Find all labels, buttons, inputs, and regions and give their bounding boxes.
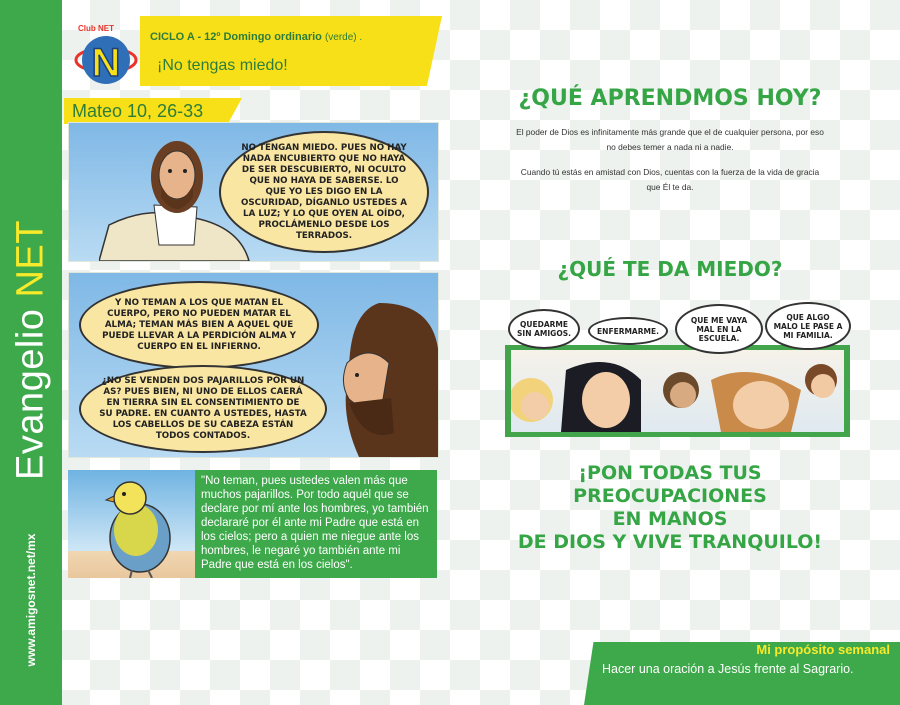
children-illustration <box>511 350 844 432</box>
sidebar-url: www.amigosnet.net/mx <box>24 533 38 667</box>
speech-bubble-2: Y NO TEMAN A LOS QUE MATAN EL CUERPO, PERO NO PUEDEN MATAR EL ALMA; TEMAN MÁS BIEN A AQUEL QUE PUEDE LLEVAR A LA PERDICIÓN ALMA Y CUERPO EN EL INFIERNO. <box>79 281 319 369</box>
fear-bubble-3: QUE ME VAYA MAL EN LA ESCUELA. <box>675 304 763 354</box>
ciclo-text: CICLO A - 12º Domingo ordinario <box>150 31 322 43</box>
sidebar-title-accent: NET <box>9 220 52 298</box>
kids-panel <box>511 350 844 432</box>
fear-title: ¿QUÉ TE DA MIEDO? <box>557 257 783 281</box>
logo-top-text: Club NET <box>78 24 114 33</box>
fear-bubble-2: ENFERMARME. <box>588 317 668 345</box>
sidebar-title <box>10 220 53 480</box>
jesus-figure-2 <box>319 303 439 457</box>
ciclo-color: (verde) . <box>324 32 363 43</box>
header-subtitle: ¡No tengas miedo! <box>157 57 288 74</box>
reading-reference: Mateo 10, 26-33 <box>72 101 204 121</box>
speech-bubble-3: ¿NO SE VENDEN DOS PAJARILLOS POR UN AS? PUES BIEN, NI UNO DE ELLOS CAERÁ EN TIERRA SIN EL CONSENTIMIENTO DE SU PADRE. EN CUANTO A USTEDES, HASTA LOS CABELLOS DE SU CABEZA ESTÁN TODOS CONTADOS. <box>79 365 327 453</box>
slogan-line-4: DE DIOS Y VIVE TRANQUILO! <box>517 531 823 553</box>
learn-paragraph-1: El poder de Dios es infinitamente más grande que el de cualquier persona, por eso no debes temer a nada ni a nadie. <box>516 127 824 152</box>
slogan-line-3: EN MANOS <box>612 508 728 530</box>
comic-panel-2 <box>68 272 439 458</box>
purpose-text: Hacer una oración a Jesús frente al Sagrario. <box>602 662 854 676</box>
purpose-heading: Mi propósito semanal <box>756 642 890 657</box>
gospel-quote: "No teman, pues ustedes valen más que muchos pajarillos. Por todo aquél que se declare por mí ante los hombres, yo también declararé por él ante mi Padre que está en los cielos; pero a quien me niegue ante los hombres, le negaré yo también ante mi Padre que está en los cielos". <box>201 475 429 571</box>
slogan-line-2: PREOCUPACIONES <box>573 485 767 507</box>
sidebar-title-main: Evangelio <box>9 308 52 480</box>
slogan <box>470 462 870 554</box>
comic-panel-1 <box>68 122 439 262</box>
logo-letter: N <box>91 41 121 85</box>
header-banner <box>140 16 442 86</box>
fear-bubble-4: QUE ALGO MALO LE PASE A MI FAMILIA. <box>765 302 851 350</box>
speech-bubble-1: NO TENGAN MIEDO. PUES NO HAY NADA ENCUBIERTO QUE NO HAYA DE SER DESCUBIERTO, NI OCULTO QUE NO HAYA DE SABERSE. LO QUE YO LES DIGO EN LA OSCURIDAD, DÍGANLO USTEDES A LA LUZ; Y LO QUE OYEN AL OÍDO, PROCLÁMENLO DESDE LOS TERRADOS. <box>219 131 429 253</box>
bird-illustration <box>90 474 190 578</box>
learn-paragraph-2: Cuando tú estás en amistad con Dios, cuentas con la fuerza de la vida de gracia que Él te da. <box>520 167 820 192</box>
fear-bubble-1: QUEDARME SIN AMIGOS. <box>508 309 580 349</box>
ciclo-label <box>150 31 362 43</box>
learn-title: ¿QUÉ APRENDMOS HOY? <box>518 86 822 111</box>
slogan-line-1: ¡PON TODAS TUS <box>578 462 762 484</box>
club-net-logo <box>72 18 140 88</box>
